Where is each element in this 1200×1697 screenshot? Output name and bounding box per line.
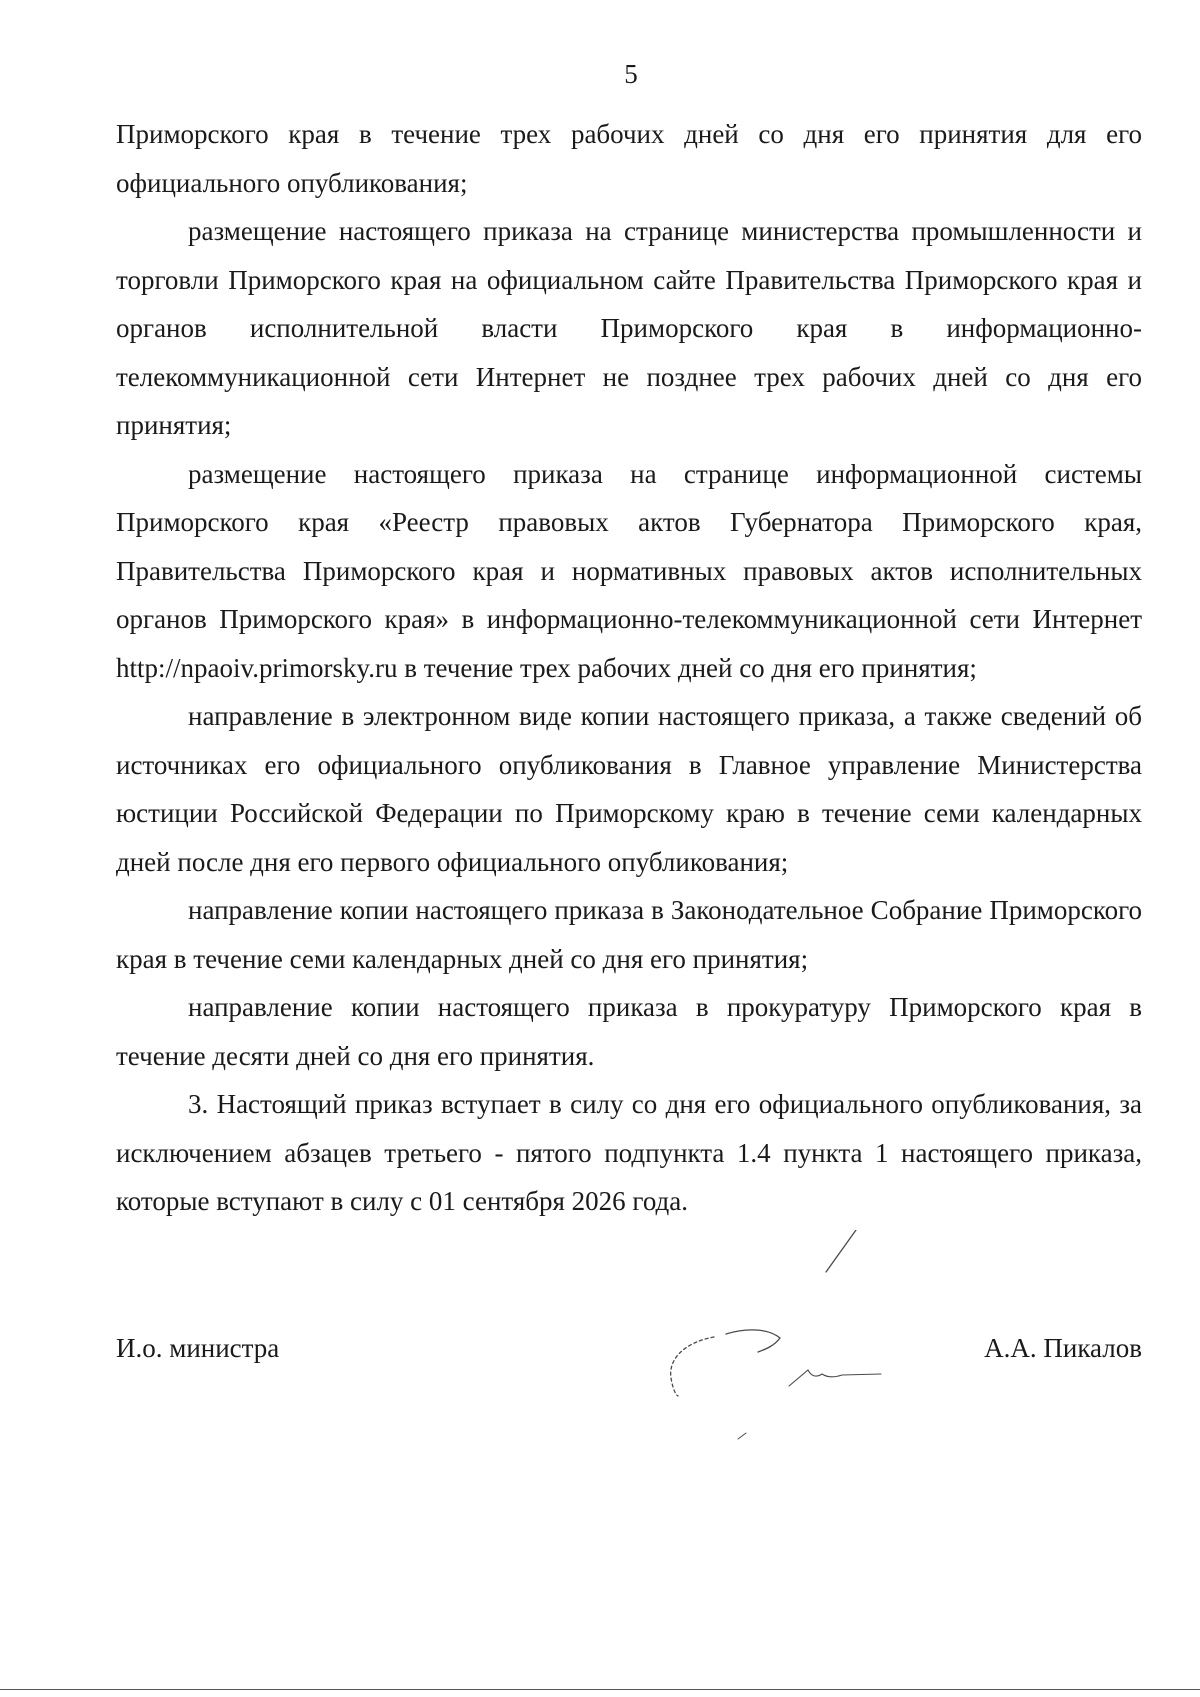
paragraph-1: Приморского края в течение трех рабочих дней со дня его принятия для его официального опубликования; [116,119,1142,198]
paragraph-4: направление в электронном виде копии настоящего приказа, а также сведений об источниках его официального опубликования в Главное управление Министерства юстиции Российской Федерации по Приморскому краю в течение семи календарных дней после дня его первого официального опубликования; [116,701,1142,877]
signatory-name: А.А. Пикалов [984,1333,1142,1363]
bottom-edge-line [0,1689,1200,1690]
signatory-position: И.о. министра [116,1333,280,1363]
handwritten-signature [536,1230,916,1470]
paragraph-2: размещение настоящего приказа на странице министерства промышленности и торговли Приморского края на официальном сайте Правительства Приморского края и органов исполнительной власти Приморского края в информационно-телекоммуникационной сети Интернет не позднее трех рабочих дней со дня его принятия; [116,216,1142,440]
page-number: 5 [624,59,638,89]
document-body [116,110,1142,1226]
paragraph-6: направление копии настоящего приказа в прокуратуру Приморского края в течение десяти дней со дня его принятия. [116,992,1142,1071]
paragraph-7: 3. Настоящий приказ вступает в силу со дня его официального опубликования, за исключением абзацев третьего - пятого подпункта 1.4 пункта 1 настоящего приказа, которые вступают в силу с 01 сентября 2026 года. [116,1089,1142,1216]
paragraph-5: направление копии настоящего приказа в Законодательное Собрание Приморского края в течение семи календарных дней со дня его принятия; [116,895,1142,974]
paragraph-3: размещение настоящего приказа на странице информационной системы Приморского края «Реестр правовых актов Губернатора Приморского края, Правительства Приморского края и нормативных правовых актов исполнительных органов Приморского края» в информационно-телекоммуникационной сети Интернет http://npaoiv.primorsky.ru в течение трех рабочих дней со дня его принятия; [116,458,1142,683]
signature-block [116,1330,1142,1460]
